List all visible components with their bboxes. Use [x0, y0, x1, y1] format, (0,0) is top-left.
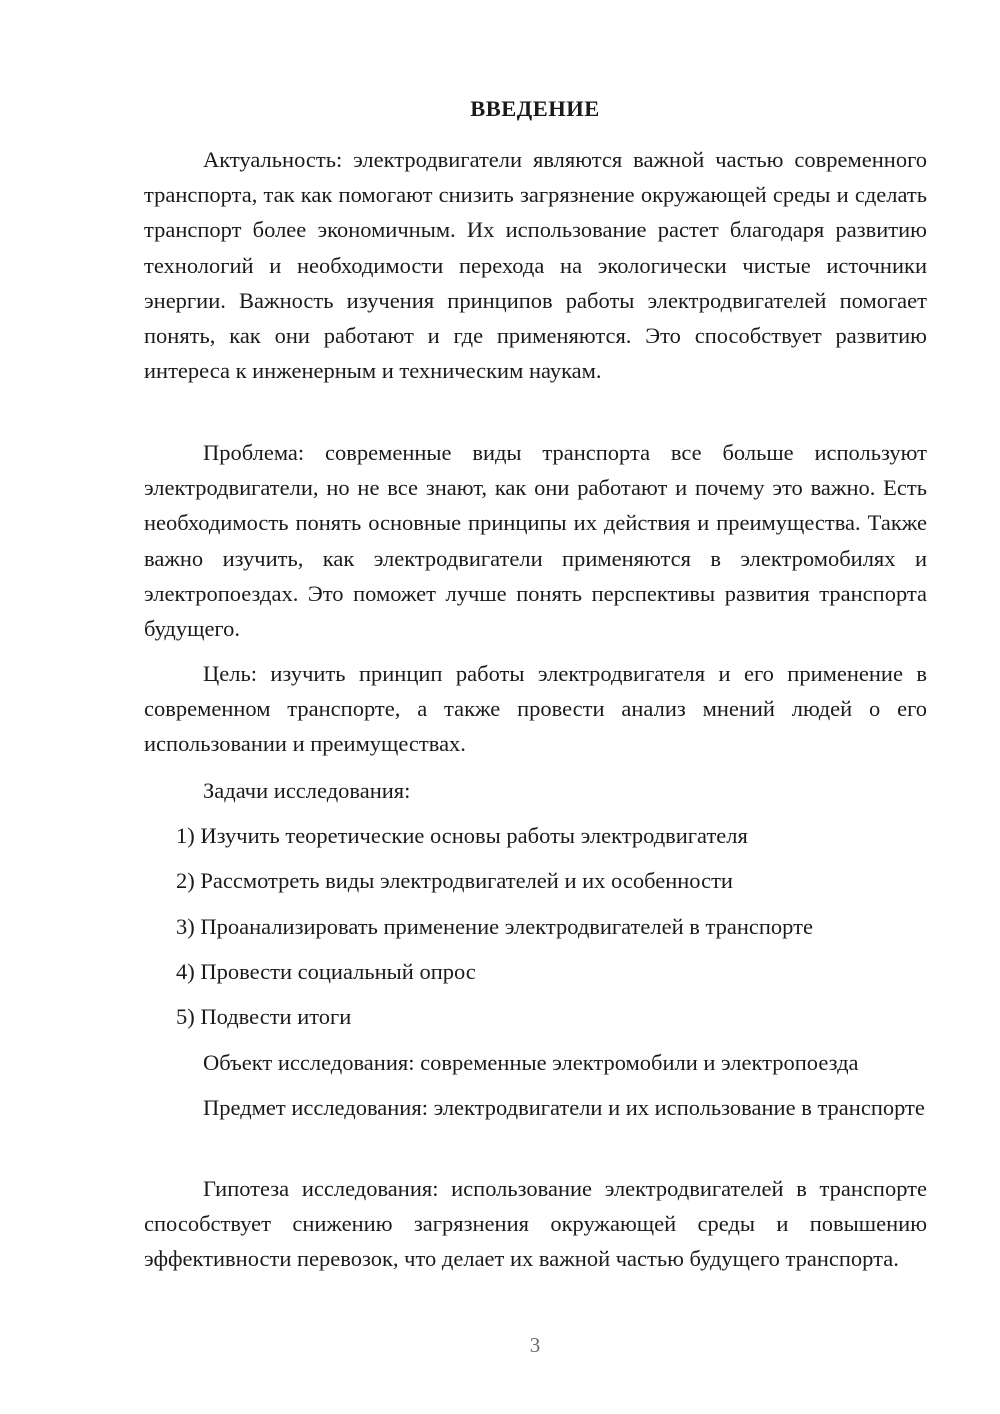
page-number: 3 — [529, 1333, 541, 1357]
object-paragraph: Объект исследования: современные электромобили и электропоезда — [203, 1050, 859, 1075]
problem-paragraph: Проблема: современные виды транспорта все больше используют электродвигатели, но не все знают, как они работают и почему это важно. Есть необходимость понять основные принципы их действия и преимущества. Также важно изучить, как электродвигатели применяются в электромобилях и электропоездах. Это поможет лучше понять перспективы развития транспорта будущего. — [144, 440, 927, 642]
hypothesis-paragraph: Гипотеза исследования: использование электродвигателей в транспорте способствует снижению загрязнения окружающей среды и повышению эффективности перевозок, что делает их важной частью будущего транспорта. — [144, 1176, 927, 1272]
goal-paragraph: Цель: изучить принцип работы электродвигателя и его применение в современном транспорте, а также провести анализ мнений людей о его использовании и преимуществах. — [144, 661, 927, 757]
task-item-3: 3) Проанализировать применение электродвигателей в транспорте — [176, 914, 813, 939]
relevance-paragraph: Актуальность: электродвигатели являются важной частью современного транспорта, так как помогают снизить загрязнение окружающей среды и сделать транспорт более экономичным. Их использование растет благодаря развитию технологий и необходимости перехода на экологически чистые источники энергии. Важность изучения принципов работы электродвигателей помогает понять, как они работают и где применяются. Это способствует развитию интереса к инженерным и техническим наукам. — [144, 147, 927, 384]
task-item-5: 5) Подвести итоги — [176, 1004, 352, 1029]
subject-paragraph: Предмет исследования: электродвигатели и их использование в транспорте — [203, 1095, 925, 1120]
section-title: ВВЕДЕНИЕ — [470, 96, 600, 121]
tasks-heading: Задачи исследования: — [203, 778, 411, 803]
task-item-1: 1) Изучить теоретические основы работы электродвигателя — [176, 823, 748, 848]
task-item-4: 4) Провести социальный опрос — [176, 959, 476, 984]
task-item-2: 2) Рассмотреть виды электродвигателей и их особенности — [176, 868, 733, 893]
